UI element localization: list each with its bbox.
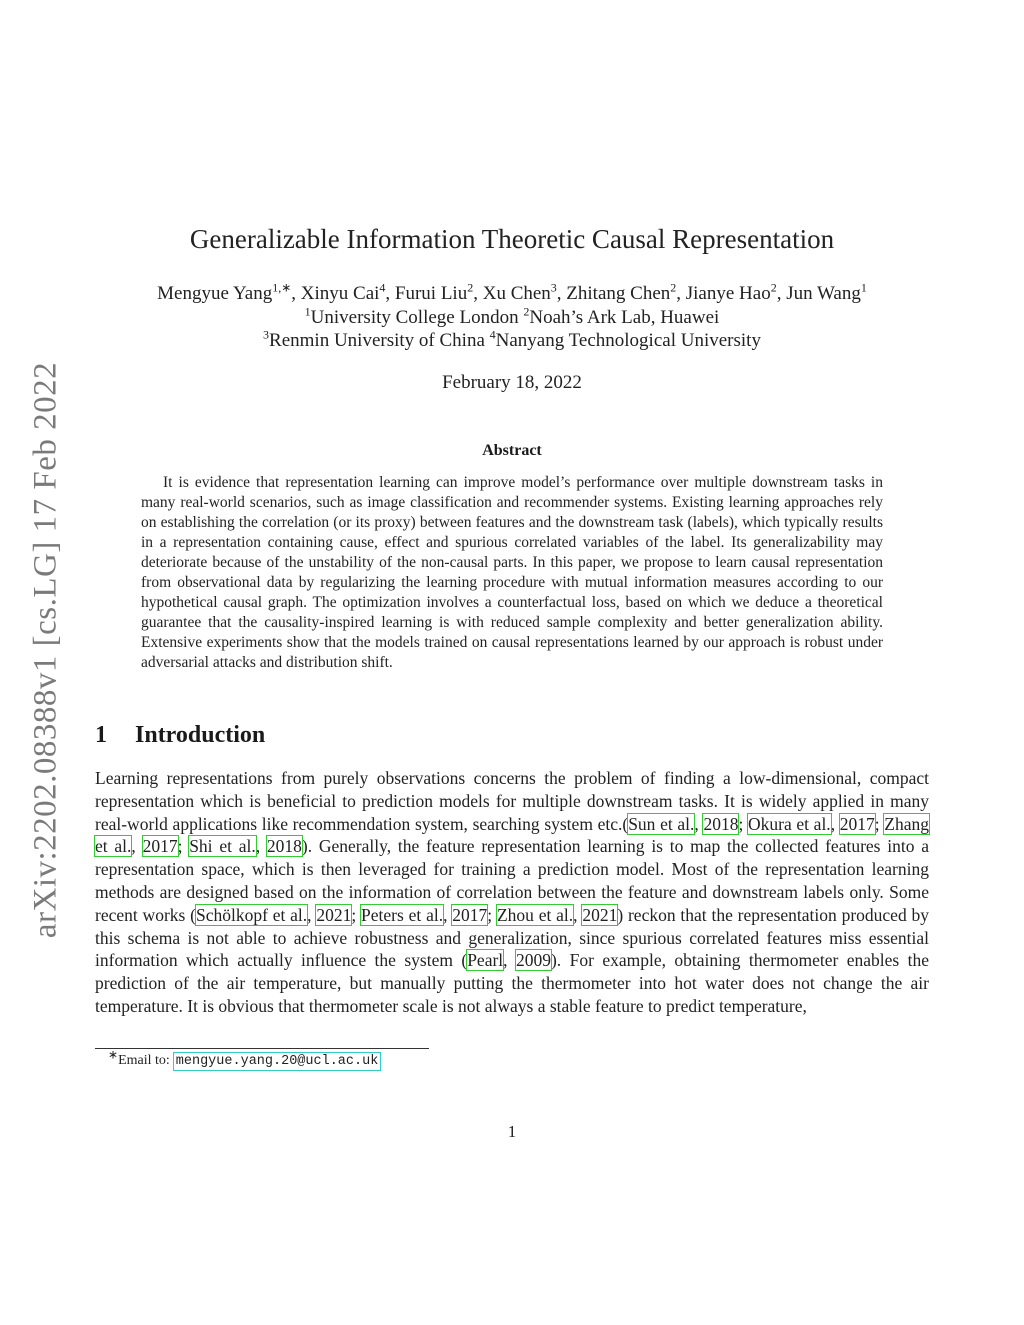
citation-link[interactable]: Peters et al. — [361, 904, 444, 925]
citation-link[interactable]: Zhang et al. — [95, 813, 929, 857]
affiliation-name: Nanyang Technological University — [495, 330, 761, 351]
author-mark: 3 — [550, 280, 557, 295]
citation-link[interactable]: 2018 — [703, 813, 739, 834]
affiliation-mark: 3 — [263, 327, 270, 342]
affiliation-name: University College London — [310, 307, 519, 328]
author-name: Xinyu Cai — [300, 283, 380, 304]
email-link[interactable]: mengyue.yang.20@ucl.ac.uk — [175, 1054, 379, 1069]
author-name: Xu Chen — [482, 283, 551, 304]
author-mark: 1 — [860, 280, 867, 295]
citation-link[interactable]: 2009 — [515, 950, 551, 971]
affiliations-line-1 — [0, 304, 1024, 329]
author-name: Jun Wang — [786, 283, 861, 304]
page-number: 1 — [507, 1122, 517, 1141]
author-name: Mengyue Yang — [157, 283, 273, 304]
citation-link[interactable]: Okura et al. — [747, 813, 831, 834]
citation-link[interactable]: 2021 — [582, 904, 618, 925]
footnote-label: Email to: — [118, 1053, 170, 1068]
citation-link[interactable]: Pearl — [467, 950, 504, 971]
citation-link[interactable]: Shi et al. — [189, 836, 256, 857]
section-number: 1 — [95, 722, 107, 748]
citation-link[interactable]: Sun et al. — [628, 813, 695, 834]
citation-link[interactable]: Schölkopf et al. — [195, 904, 308, 925]
citation-link[interactable]: 2017 — [839, 813, 875, 834]
affiliation-name: Noah’s Ark Lab, Huawei — [529, 307, 720, 328]
author-list: Mengyue Yang$^{1,∗}$, Xinyu Cai$^4$, Furui Liu$^2$, Xu Chen$^3$, Zhitang Chen$^2$, Jianye Hao$^2$, Jun Wang$^1$ — [157, 280, 867, 304]
paper-title: Generalizable Information Theoretic Causal Representation — [189, 224, 835, 254]
affiliation-name: Renmin University of China — [269, 330, 485, 351]
intro-paragraph: Learning representations from purely observations concerns the problem of finding a low-dimensional, compact representation which is beneficial to prediction models for multiple downstream tasks. It is widely applied in many real-world applications like recommendation system, searching system etc.(Sun et al., 2018; Okura et al., 2017; Zhang et al., 2017; Shi et al., 2018). Generally, the feature representation learning is to map the collected features into a representation space, which is then leveraged for training a prediction model. Most of the representation learning methods are designed based on the information of correlation between the feature and downstream labels only. Some recent works (Schölkopf et al., 2021; Peters et al., 2017; Zhou et al., 2021) reckon that the representation produced by this schema is not able to achieve robustness and generalization, since spurious correlated features miss essential information which actually influence the system (Pearl, 2009). For example, obtaining thermometer enables the prediction of the air temperature, but manually putting the thermometer into hot water does not change the air temperature. It is obvious that thermometer scale is not always a stable feature to predict temperature, — [95, 768, 930, 1016]
affiliations-line-2 — [0, 327, 1024, 352]
affiliation-mark: 2 — [523, 304, 530, 319]
affiliation-mark: 1 — [304, 304, 311, 319]
author-name: Zhitang Chen — [566, 283, 671, 304]
footnote-mark: ∗ — [108, 1047, 119, 1062]
affiliation-mark: 4 — [489, 327, 496, 342]
citation-link[interactable]: Zhou et al. — [496, 904, 574, 925]
arxiv-identifier: arXiv:2202.08388v1 [cs.LG] 17 Feb 2022 — [27, 361, 64, 939]
section-heading — [95, 722, 265, 749]
footnote-rule — [95, 1048, 429, 1049]
abstract-text: It is evidence that representation learning can improve model’s performance over multiple downstream tasks in many real-world scenarios, such as image classification and recommender systems. Existing learning approaches rely on establishing the correlation (or its proxy) between features and the downstream task (labels), which typically results in a representation containing cause, effect and spurious correlated variables of the label. Its generalizability may deteriorate because of the unstability of the non-causal parts. In this paper, we propose to learn causal representation from observational data by regularizing the learning procedure with mutual information measures according to our hypothetical causal graph. The optimization involves a counterfactual loss, based on which we deduce a theoretical guarantee that the causality-inspired learning is with reduced sample complexity and better generalization ability. Extensive experiments show that the models trained on causal representations learned by our approach is robust under adversarial attacks and distribution shift. — [141, 474, 883, 671]
section-title: Introduction — [135, 722, 266, 748]
abstract-heading: Abstract — [482, 442, 542, 459]
author-mark: 2 — [467, 280, 474, 295]
author-name: Jianye Hao — [685, 283, 771, 304]
citation-link[interactable]: 2021 — [316, 904, 352, 925]
author-mark: 4 — [379, 280, 386, 295]
citation-link[interactable]: 2017 — [452, 904, 488, 925]
author-mark: 2 — [770, 280, 777, 295]
paper-date: February 18, 2022 — [442, 372, 582, 393]
citation-link[interactable]: 2017 — [142, 836, 178, 857]
author-mark: 1,∗ — [272, 280, 292, 295]
footnote — [108, 1047, 380, 1069]
citation-link[interactable]: 2018 — [266, 836, 302, 857]
author-name: Furui Liu — [394, 283, 468, 304]
author-mark: 2 — [670, 280, 677, 295]
